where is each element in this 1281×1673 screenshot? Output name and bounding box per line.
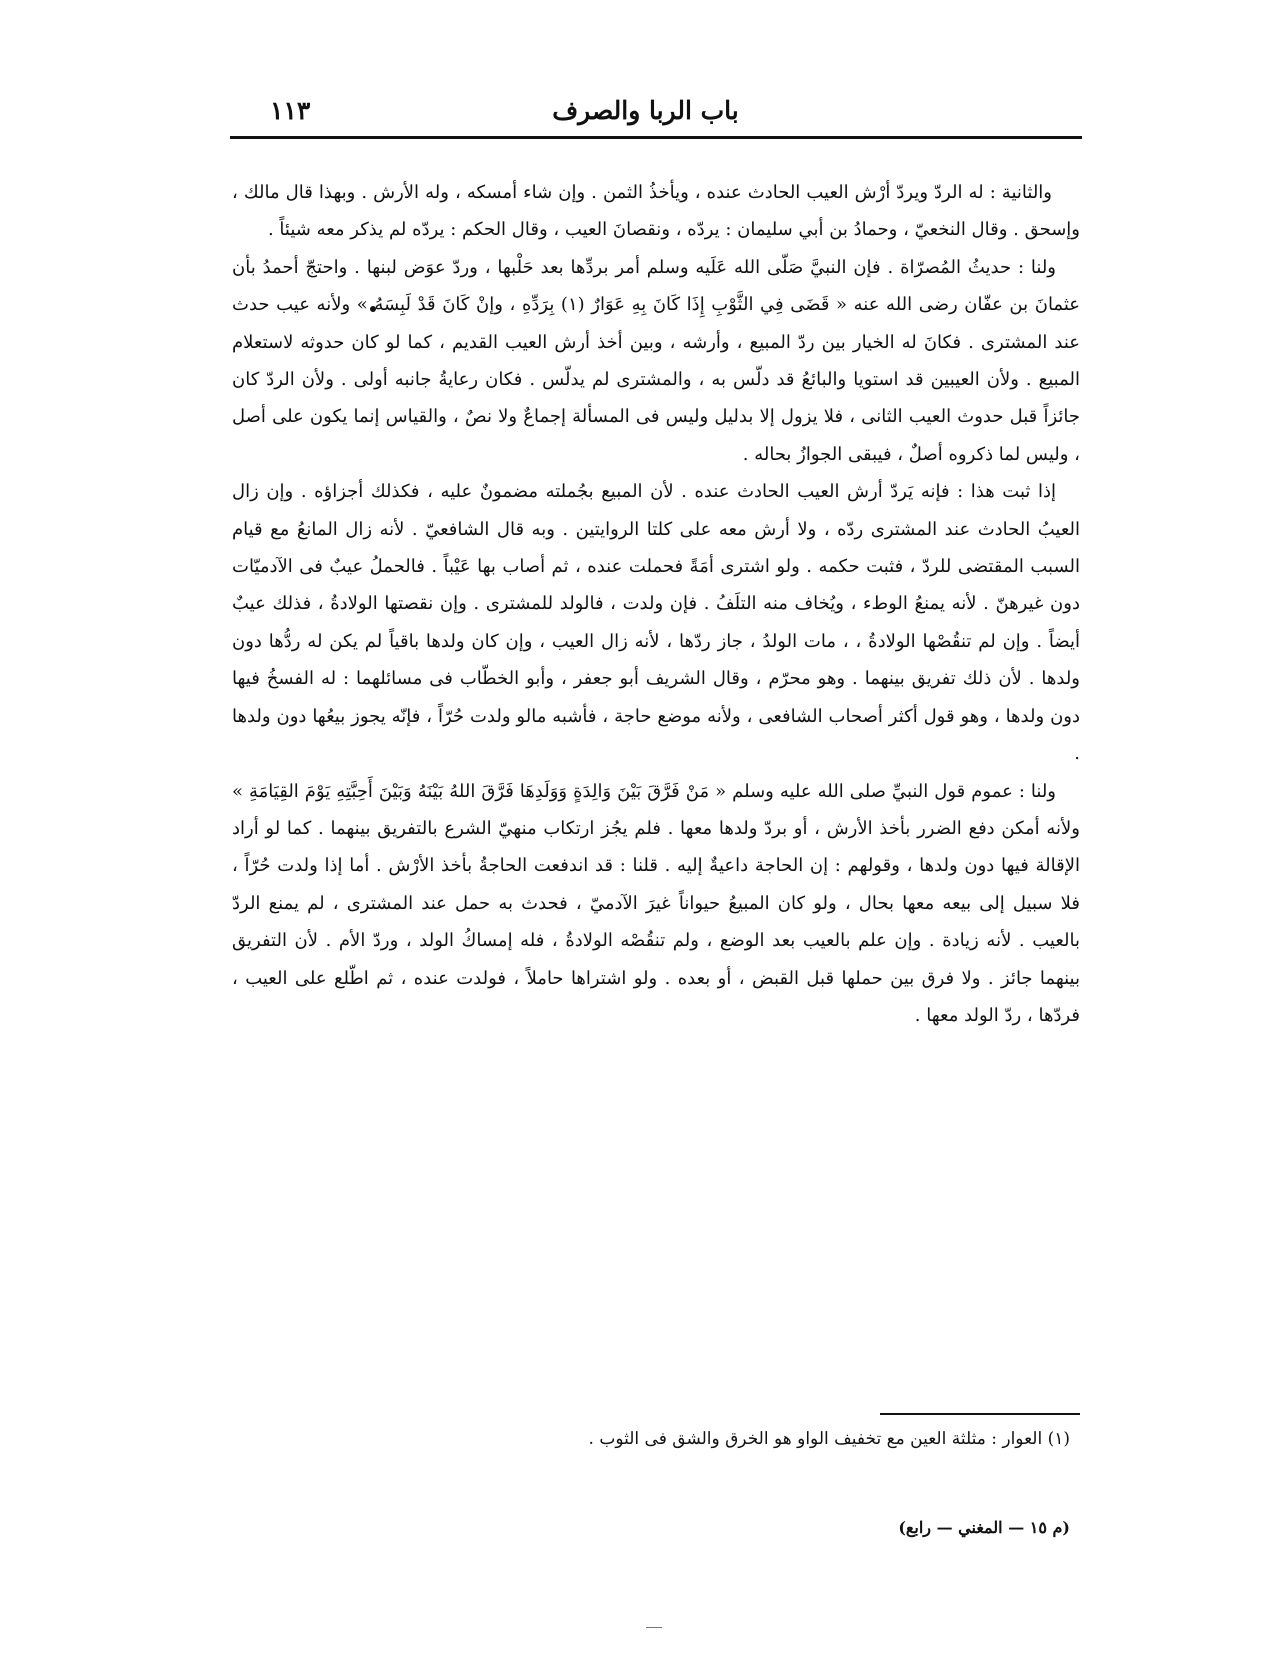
footnote-rule [880,1413,1080,1415]
main-text [232,174,1080,1034]
paragraph-4: ولنا : عموم قول النبيِّ صلى الله عليه وسلم « مَنْ فَرَّقَ بَيْنَ وَالِدَةٍ وَوَلَدِهَا فَرَّقَ اللهُ بَيْنَهُ وَبَيْنَ أَحِبَّتِهِ يَوْمَ القِيَامَةِ » ولأنه أمكن دفع الضرر بأخذ الأرش ، أو بردّ ولدها معها . فلم يجُز ارتكاب منهيّ الشرع بالتفريق بينهما . كما لو أراد الإقالة فيها دون ولدها ، وقولهم : إن الحاجة داعيةٌ إليه . قلنا : قد اندفعت الحاجةُ بأخذ الأرْش . أما إذا ولدت حُرّاً ، فلا سبيل إلى بيعه معها بحال ، ولو كان المبيعُ حيواناً غيرَ الآدميّ ، فحدث به حمل عند المشترى ، لم يمنع الردّ بالعيب . لأنه زيادة . وإن علم بالعيب بعد الوضع ، ولم تنقُصْه الولادةُ ، فله إمساكُ الولد ، وردّ الأم . لأن التفريق بينهما جائز . ولا فرق بين حملها قبل القبض ، أو بعده . ولو اشتراها حاملاً ، فولدت عنده ، ثم اطّلع على العيب ، فردّها ، ردّ الولد معها . [232,780,1080,1026]
header-rule [230,136,1082,139]
paragraph-1: والثانية : له الردّ ويردّ أرْش العيب الحادث عنده ، ويأخذُ الثمن . وإن شاء أمسكه ، وله الأرش . وبهذا قال مالك ، وإسحق . وقال النخعيّ ، وحمادُ بن أبي سليمان : يردّه ، ونقصانَ العيب ، وقال الحكم : يردّه لم يذكر معه شيئاً . [232,182,1080,241]
bottom-dash [646,1627,662,1628]
paragraph-2: ولنا : حديثُ المُصرّاة . فإن النبيَّ صَلّى الله عَلَيه وسلم أمر بردِّها بعد حَلْبها ، وردّ عوَض لبنها . واحتجّ أحمدُ بأن عثمانَ بن عفّان رضى الله عنه « قَضَى فِي الثَّوْبِ إِذَا كَانَ بِهِ عَوَارٌ (١) بِرَدِّهِ ، وإنْ كَانَ قَدْ لَبِسَهُ » ولأنه عيب حدث عند المشترى . فكانَ له الخيار بين ردّ المبيع ، وأرشه ، وبين أخذ أرش العيب القديم ، كما لو كان حدوثه لاستعلام المبيع . ولأن العيبين قد استويا والبائعُ قد دلّس به ، والمشترى لم يدلّس . فكان رعايةُ جانبه أولى . ولأن الردّ كان جائزاً قبل حدوث العيب الثانى ، فلا يزول إلا بدليل وليس فى المسألة إجماعٌ ولا نصٌ ، والقياس إنما يكون على أصل ، وليس لما ذكروه أصلٌ ، فيبقى الجوازُ بحاله . [232,256,1081,465]
running-header [232,96,1059,132]
chapter-title: باب الربا والصرف [552,96,739,125]
paragraph-3: إذا ثبت هذا : فإنه يَردّ أرش العيب الحادث عنده . لأن المبيع بجُملته مضمونٌ عليه ، فكذلك أجزاؤه . وإن زال العيبُ الحادث عند المشترى ردّه ، ولا أرش معه على كلتا الروايتين . وبه قال الشافعيّ . لأنه زال المانعُ مع قيام السبب المقتضى للردّ ، فثبت حكمه . ولو اشترى أمَةً فحملت عنده ، ثم أصاب بها عَيْباً . فالحملُ عيبٌ فى الآدميّات دون غيرهنّ . لأنه يمنعُ الوطء ، ويُخاف منه التلَفُ . فإن ولدت ، فالولد للمشترى . وإن نقصتها الولادةُ ، فذلك عيبٌ أيضاً . وإن لم تنقُصْها الولادةُ ، ، مات الولدُ ، جاز ردّها ، لأنه زال العيب ، وإن كان ولدها باقياً لم يكن له ردُّها دون ولدها . لأن ذلك تفريق بينهما . وهو محرّم ، وقال الشريف أبو جعفر ، وأبو الخطّاب فى مسائلهما : له الفسخُ فيها دون ولدها ، وهو قول أكثر أصحاب الشافعى ، ولأنه موضع حاجة ، فأشبه مالو ولدت حُرّاً ، فإنّه يجوز بيعُها دون ولدها . [232,481,1080,765]
footnote: (١) العوار : مثلثة العين مع تخفيف الواو هو الخرق والشق فى الثوب . [588,1429,1070,1449]
page-number: ١١٣ [270,96,311,125]
signature-mark: (م ١٥ — المغني — رابع) [898,1518,1070,1537]
